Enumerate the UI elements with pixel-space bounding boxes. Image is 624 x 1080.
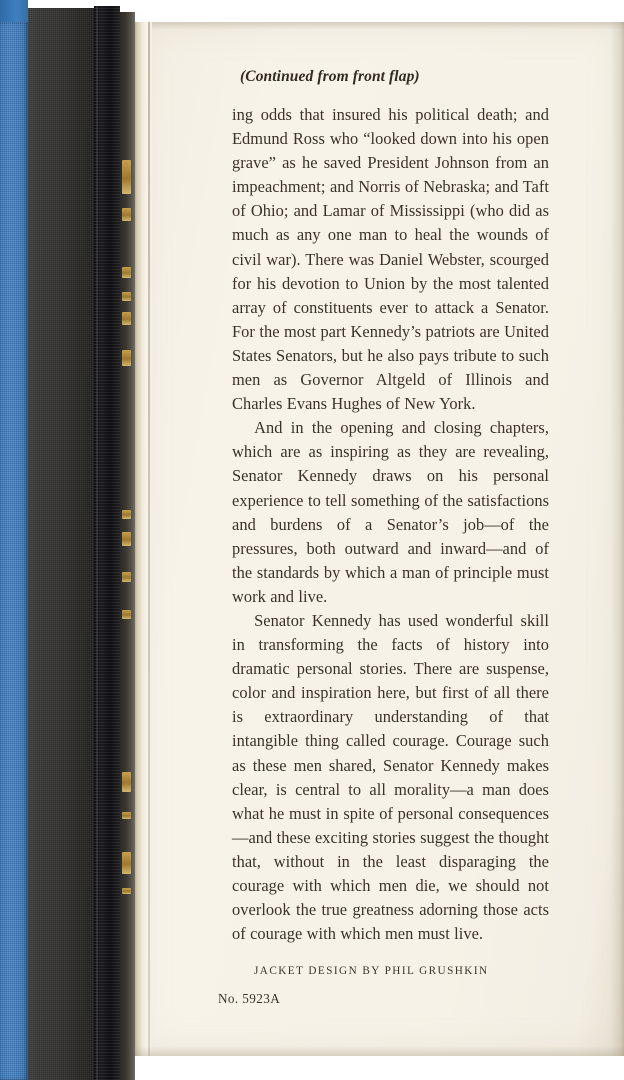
- spine-gold-stamp-mark: [122, 160, 131, 194]
- spine-gold-stamp-mark: [122, 772, 131, 792]
- spine-gold-stamp-mark: [122, 350, 131, 366]
- flap-right-edge-shadow: [610, 22, 624, 1056]
- flap-top-edge-shadow: [135, 22, 624, 30]
- flap-text-column: [218, 68, 549, 1007]
- spine-gold-stamp-mark: [122, 208, 131, 221]
- spine-gold-stamp-mark: [122, 572, 131, 582]
- flap-body-copy: [232, 103, 549, 946]
- continued-from-front-flap-header: (Continued from front flap): [240, 68, 420, 85]
- flap-fold-line: [148, 22, 150, 1056]
- spine-gold-stamp-mark: [122, 852, 131, 874]
- flap-paragraph: Senator Kennedy has used wonderful skill in transforming the facts of history into dramatic personal stories. There are suspense, color and inspiration here, but first of all there is extraordinary understanding of that intangible thing called courage. Courage such as these men shared, Senator Kennedy makes clear, is central to all morality—a man does what he must in spite of personal consequences—and these exciting stories suggest the thought that, without in the least disparaging the courage with which men die, we should not overlook the true greatness adorning those acts of courage with which men must live.: [232, 610, 549, 944]
- spine-gold-stamp-mark: [122, 292, 131, 301]
- spine-gold-stamp-mark: [122, 532, 131, 546]
- spine-gold-stamp-mark: [122, 812, 131, 819]
- blue-board-top-edge: [0, 0, 28, 24]
- spine-gold-stamp-mark: [122, 267, 131, 278]
- blue-cloth-board-edge: [0, 22, 28, 1080]
- spine-gold-stamp-mark: [122, 312, 131, 325]
- book-spine: [0, 22, 152, 1080]
- flap-bottom-edge-shadow: [135, 1046, 624, 1056]
- catalog-number: No. 5923A: [218, 991, 281, 1007]
- spine-gold-stamp-mark: [122, 610, 131, 619]
- flap-fold-crease: [135, 22, 152, 1056]
- jacket-design-credit: JACKET DESIGN BY PHIL GRUSHKIN: [254, 965, 489, 978]
- spine-gold-stamped-face: [120, 12, 135, 1080]
- flap-paragraph: ing odds that insured his political death; and Edmund Ross who “looked down into his open grave” as he saved President Johnson from an impeachment; and Norris of Nebraska; and Taft of Ohio; and Lamar of Mississippi (who did as much as any one man to heal the wounds of civil war). There was Daniel Webster, scourged for his devotion to Union by the most talented array of constituents ever to attack a Senator. For the most part Kennedy’s patriots are United States Senators, but he also pays tribute to such men as Governor Altgeld of Illinois and Charles Evans Hughes of New York.: [232, 105, 549, 414]
- spine-gold-stamp-mark: [122, 888, 131, 894]
- dust-jacket-rear-flap: [135, 22, 624, 1056]
- spine-gold-stamp-mark: [122, 510, 131, 519]
- spine-cloth-panel: [28, 8, 94, 1080]
- spine-joint-hinge: [94, 6, 120, 1080]
- flap-paragraph: And in the opening and closing chapters, which are as inspiring as they are revealing, Senator Kennedy draws on his personal experience to tell something of the satisfactions and burdens of a Senator’s job—of the pressures, both outward and inward—and of the standards by which a man of principle must work and live.: [232, 418, 549, 606]
